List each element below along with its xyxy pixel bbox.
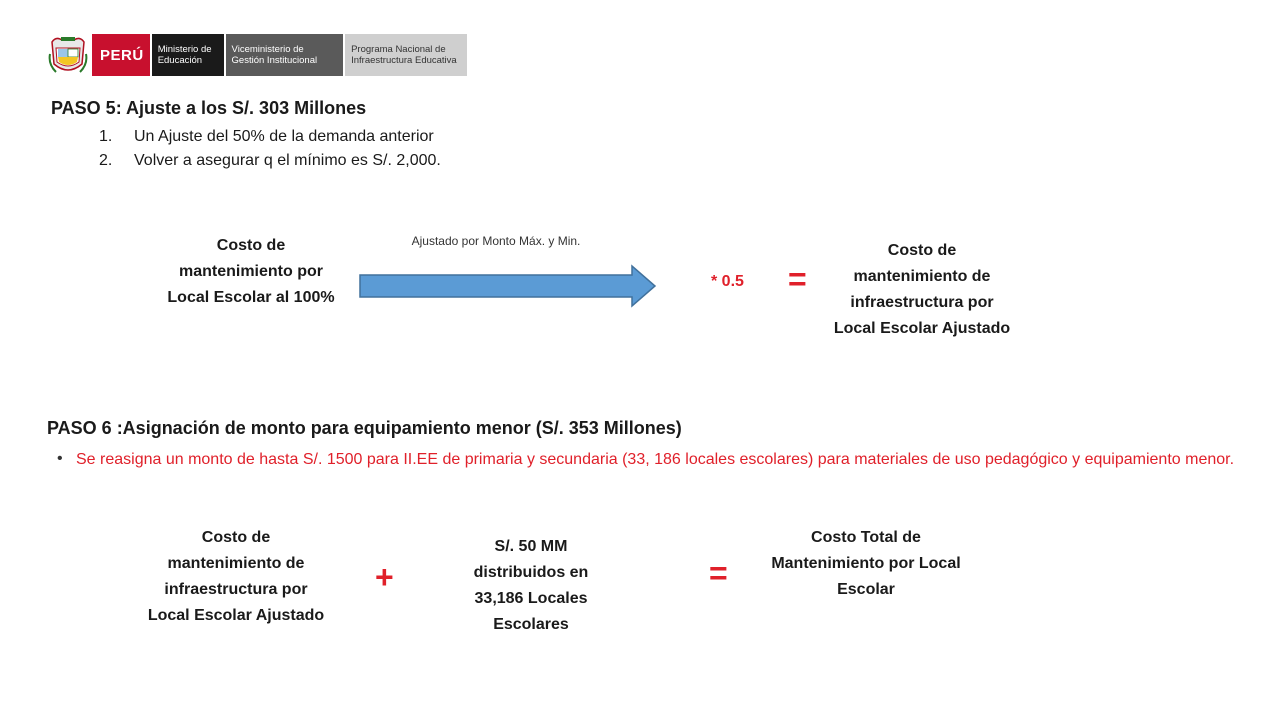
bullet-dot-icon: • [57, 450, 63, 467]
ministry-label: Ministerio de Educación [152, 34, 224, 76]
list-item: 2. Volver a asegurar q el mínimo es S/. 2,000. [99, 152, 441, 169]
multiplier-label: * 0.5 [711, 273, 744, 290]
step6-title: PASO 6 :Asignación de monto para equipamiento menor (S/. 353 Millones) [47, 418, 682, 438]
peru-brand: PERÚ [92, 34, 150, 76]
step5-left-box: Costo de mantenimiento por Local Escolar al 100% [167, 237, 335, 306]
list-item: 1. Un Ajuste del 50% de la demanda anterior [99, 128, 434, 145]
equals-sign: = [788, 261, 807, 297]
vice-ministry-label: Viceministerio de Gestión Institucional [226, 34, 344, 76]
step5-title: PASO 5: Ajuste a los S/. 303 Millones [51, 98, 367, 118]
header-logo-bar [48, 34, 467, 76]
step6-right-box: Costo Total de Mantenimiento por Local Escolar [771, 529, 961, 598]
equals-sign: = [709, 555, 728, 591]
step6-left-box: Costo de mantenimiento de infraestructura por Local Escolar Ajustado [147, 529, 325, 624]
program-label: Programa Nacional de Infraestructura Educativa [345, 34, 467, 76]
step5-right-box: Costo de mantenimiento de infraestructura por Local Escolar Ajustado [833, 242, 1011, 337]
arrow-label: Ajustado por Monto Máx. y Min. [411, 234, 581, 248]
plus-sign: + [375, 559, 394, 595]
coat-of-arms-icon [48, 34, 88, 76]
step5-list [99, 125, 699, 173]
right-arrow-icon [358, 264, 658, 308]
step6-bullet: Se reasigna un monto de hasta S/. 1500 para II.EE de primaria y secundaria (33, 186 locales escolares) para materiales de uso pedagógico y equipamiento menor. [76, 451, 1235, 468]
step6-middle-box: S/. 50 MM distribuidos en 33,186 Locales Escolares [473, 538, 589, 633]
